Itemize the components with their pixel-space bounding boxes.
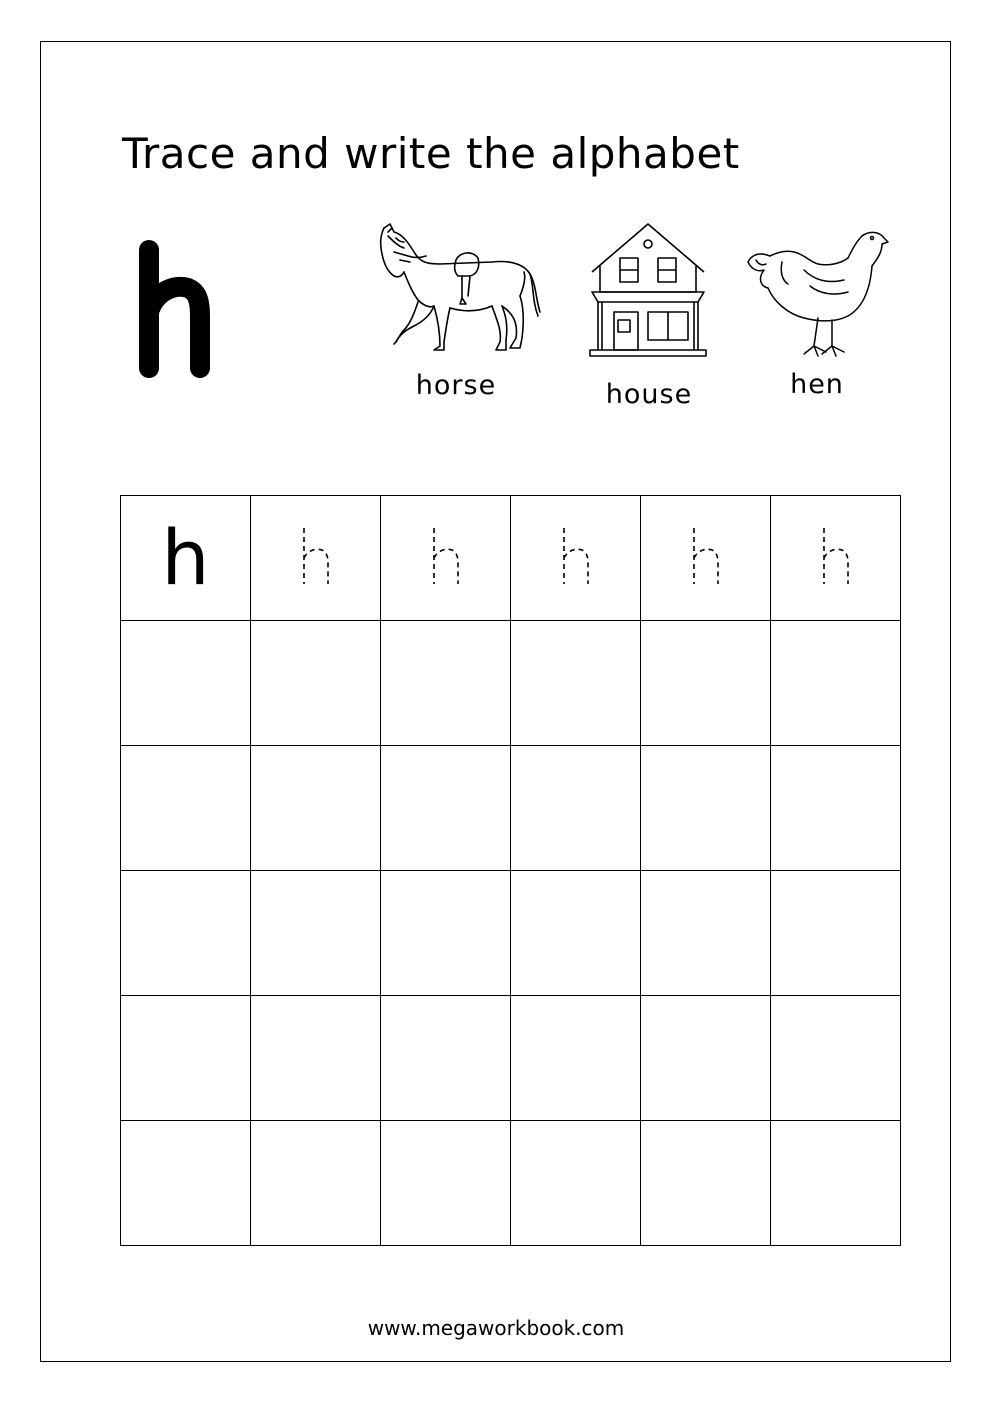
blank-cell[interactable] — [511, 746, 641, 871]
blank-cell[interactable] — [511, 996, 641, 1121]
blank-cell[interactable] — [771, 871, 901, 996]
model-cell — [121, 496, 251, 621]
house-icon — [588, 220, 708, 358]
blank-cell[interactable] — [771, 1121, 901, 1246]
blank-row — [121, 621, 901, 746]
dotted-letter-h — [558, 526, 594, 586]
blank-cell[interactable] — [641, 871, 771, 996]
footer-website: www.megaworkbook.com — [367, 1316, 625, 1340]
caption-hen: hen — [790, 369, 844, 400]
blank-cell[interactable] — [381, 1121, 511, 1246]
blank-cell[interactable] — [381, 621, 511, 746]
blank-cell[interactable] — [381, 996, 511, 1121]
blank-cell[interactable] — [771, 621, 901, 746]
blank-cell[interactable] — [251, 996, 381, 1121]
blank-row — [121, 871, 901, 996]
blank-cell[interactable] — [511, 871, 641, 996]
blank-cell[interactable] — [511, 621, 641, 746]
dotted-letter-h — [818, 526, 854, 586]
worksheet-title: Trace and write the alphabet — [122, 129, 740, 178]
blank-cell[interactable] — [381, 871, 511, 996]
hen-icon — [744, 222, 890, 362]
big-letter-h — [136, 240, 212, 378]
blank-row — [121, 996, 901, 1121]
blank-cell[interactable] — [251, 871, 381, 996]
trace-cell[interactable] — [511, 496, 641, 621]
blank-cell[interactable] — [381, 746, 511, 871]
trace-cell[interactable] — [381, 496, 511, 621]
trace-cell[interactable] — [771, 496, 901, 621]
blank-row — [121, 746, 901, 871]
blank-cell[interactable] — [121, 746, 251, 871]
blank-cell[interactable] — [121, 621, 251, 746]
trace-cell[interactable] — [641, 496, 771, 621]
model-letter: h — [161, 513, 210, 602]
caption-horse: horse — [415, 370, 497, 401]
writing-grid — [120, 495, 901, 1246]
dotted-letter-h — [428, 526, 464, 586]
blank-cell[interactable] — [771, 746, 901, 871]
blank-cell[interactable] — [121, 996, 251, 1121]
blank-cell[interactable] — [641, 746, 771, 871]
caption-house: house — [605, 379, 693, 410]
blank-cell[interactable] — [121, 1121, 251, 1246]
blank-cell[interactable] — [641, 1121, 771, 1246]
blank-row — [121, 1121, 901, 1246]
blank-cell[interactable] — [641, 621, 771, 746]
trace-row — [121, 496, 901, 621]
dotted-letter-h — [688, 526, 724, 586]
blank-cell[interactable] — [251, 1121, 381, 1246]
horse-icon — [374, 222, 544, 358]
dotted-letter-h — [298, 526, 334, 586]
blank-cell[interactable] — [511, 1121, 641, 1246]
blank-cell[interactable] — [251, 746, 381, 871]
blank-cell[interactable] — [251, 621, 381, 746]
trace-cell[interactable] — [251, 496, 381, 621]
blank-cell[interactable] — [771, 996, 901, 1121]
blank-cell[interactable] — [121, 871, 251, 996]
blank-cell[interactable] — [641, 996, 771, 1121]
